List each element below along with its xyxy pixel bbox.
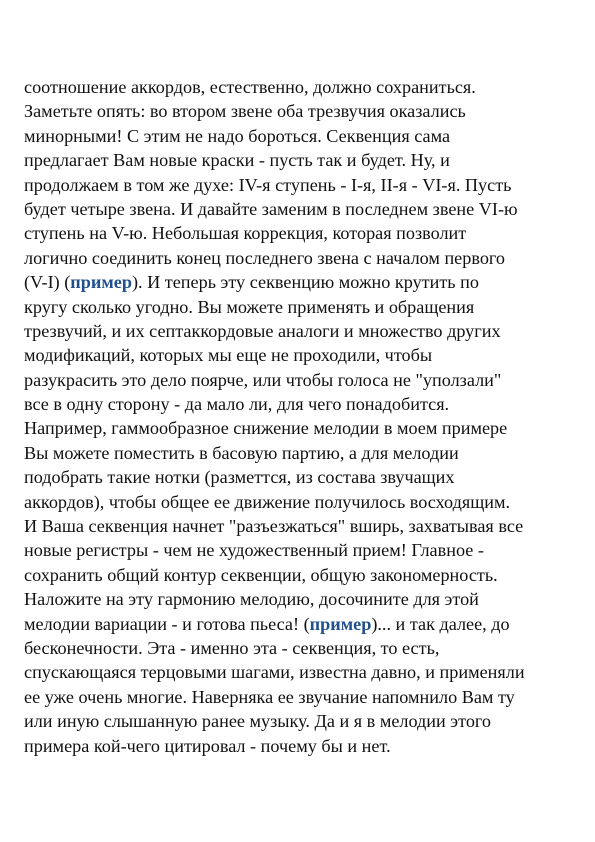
- text-line: [24, 587, 584, 611]
- text-line: [24, 270, 584, 294]
- text-line: [24, 441, 584, 465]
- text-segment: подобрать такие нотки (разметтся, из состава звучащих: [24, 467, 455, 488]
- text-segment: ). И теперь эту секвенцию можно крутить по: [131, 272, 479, 293]
- text-segment: (V-I) (: [24, 272, 71, 293]
- text-line: [24, 660, 584, 684]
- text-segment: все в одну сторону - да мало ли, для чего понадобится.: [24, 394, 450, 415]
- text-segment: разукрасить это дело поярче, или чтобы голоса не "уползали": [24, 369, 502, 390]
- text-segment: или иную слышанную ранее музыку. Да и я в мелодии этого: [24, 711, 492, 732]
- text-line: [24, 685, 584, 709]
- text-segment: Вы можете поместить в басовую партию, а для мелодии: [24, 442, 459, 463]
- text-segment: продолжаем в том же духе: IV-я ступень - I-я, II-я - VI-я. Пусть: [24, 174, 512, 195]
- text-segment: новые регистры - чем не художественный прием! Главное -: [24, 540, 484, 561]
- text-line: [24, 319, 584, 343]
- body-text: [24, 75, 584, 758]
- text-segment: минорными! С этим не надо бороться. Секвенция сама: [24, 125, 451, 146]
- text-segment: примера кой-чего цитировал - почему бы и нет.: [24, 735, 391, 756]
- text-line: [24, 99, 584, 123]
- text-line: [24, 75, 584, 99]
- text-segment: )... и так далее, до: [371, 613, 510, 634]
- text-line: [24, 343, 584, 367]
- example-link[interactable]: пример: [70, 272, 132, 293]
- text-segment: соотношение аккордов, естественно, должно сохраниться.: [24, 77, 476, 97]
- text-line: [24, 709, 584, 733]
- text-segment: аккордов), чтобы общее ее движение получилось восходящим.: [24, 491, 511, 512]
- text-line: [24, 514, 584, 538]
- text-segment: Например, гаммообразное снижение мелодии в моем примере: [24, 418, 508, 439]
- text-segment: ее уже очень многие. Наверняка ее звучание напомнило Вам ту: [24, 686, 515, 707]
- text-segment: И Ваша секвенция начнет "разъезжаться" вширь, захватывая все: [24, 516, 524, 537]
- text-line: [24, 392, 584, 416]
- text-line: [24, 538, 584, 562]
- text-segment: Заметьте опять: во втором звене оба трезвучия оказались: [24, 101, 466, 122]
- text-segment: бесконечности. Эта - именно эта - секвенция, то есть,: [24, 637, 440, 658]
- text-segment: будет четыре звена. И давайте заменим в последнем звене VI-ю: [24, 198, 518, 219]
- text-segment: сохранить общий контур секвенции, общую закономерность.: [24, 564, 498, 585]
- text-line: [24, 221, 584, 245]
- text-segment: кругу сколько угодно. Вы можете применять и обращения: [24, 296, 475, 317]
- text-segment: предлагает Вам новые краски - пусть так и будет. Ну, и: [24, 150, 450, 171]
- text-line: [24, 490, 584, 514]
- text-line: [24, 124, 584, 148]
- text-segment: спускающаяся терцовыми шагами, известна давно, и применяли: [24, 662, 525, 683]
- text-line: [24, 465, 584, 489]
- text-line: [24, 636, 584, 660]
- example-link[interactable]: пример: [309, 613, 372, 634]
- text-line: [24, 295, 584, 319]
- text-line: [24, 734, 584, 758]
- text-segment: трезвучий, и их септаккордовые аналоги и множество других: [24, 320, 501, 341]
- text-line: [24, 246, 584, 270]
- text-segment: мелодии вариации - и готова пьеса! (: [24, 613, 310, 634]
- text-line: [24, 173, 584, 197]
- text-line: [24, 368, 584, 392]
- text-line: [24, 148, 584, 172]
- text-segment: логично соединить конец последнего звена с началом первого: [24, 247, 506, 268]
- text-line: [24, 197, 584, 221]
- text-line: [24, 416, 584, 440]
- text-segment: ступень на V-ю. Небольшая коррекция, которая позволит: [24, 223, 467, 244]
- text-line: [24, 612, 584, 636]
- text-line: [24, 563, 584, 587]
- text-segment: модификаций, которых мы еще не проходили, чтобы: [24, 345, 433, 366]
- text-segment: Наложите на эту гармонию мелодию, досочините для этой: [24, 589, 479, 610]
